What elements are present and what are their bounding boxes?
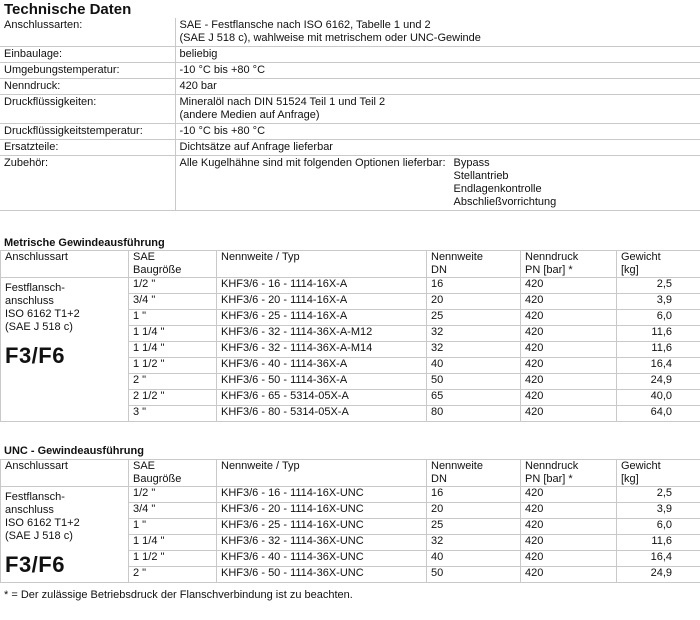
- header-line: Nennweite: [431, 251, 483, 263]
- flange-line: ISO 6162 T1+2: [5, 517, 80, 529]
- tech-value-line: Dichtsätze auf Anfrage lieferbar: [179, 141, 333, 153]
- header-line: Nenndruck: [525, 460, 579, 472]
- flange-description: [5, 282, 128, 334]
- flange-cell: [1, 278, 129, 422]
- cell-type: KHF3/6 - 20 - 1114-16X-A: [217, 294, 427, 310]
- tech-value-line: -10 °C bis +80 °C: [179, 125, 266, 137]
- cell-weight: 3,9: [617, 294, 700, 310]
- cell-type: KHF3/6 - 32 - 1114-36X-UNC: [217, 535, 427, 551]
- cell-pn: 420: [521, 567, 617, 583]
- cell-weight: 16,4: [617, 551, 700, 567]
- cell-weight: 64,0: [617, 406, 700, 422]
- cell-type: KHF3/6 - 16 - 1114-16X-UNC: [217, 487, 427, 503]
- header-cell: Anschlussart: [1, 460, 129, 487]
- cell-type: KHF3/6 - 65 - 5314-05X-A: [217, 390, 427, 406]
- cell-dn: 40: [427, 551, 521, 567]
- cell-dn: 16: [427, 278, 521, 294]
- header-line: [kg]: [621, 264, 639, 276]
- accessory-option: Endlagenkontrolle: [453, 183, 542, 195]
- cell-size: 3/4 ": [129, 294, 217, 310]
- cell-pn: 420: [521, 503, 617, 519]
- cell-size: 1 1/4 ": [129, 535, 217, 551]
- accessory-option: Abschließvorrichtung: [453, 196, 557, 208]
- cell-type: KHF3/6 - 50 - 1114-36X-UNC: [217, 567, 427, 583]
- cell-size: 3/4 ": [129, 503, 217, 519]
- tech-label: Ersatzteile:: [0, 140, 175, 156]
- header-line: SAE: [133, 460, 156, 472]
- cell-type: KHF3/6 - 40 - 1114-36X-UNC: [217, 551, 427, 567]
- cell-pn: 420: [521, 519, 617, 535]
- flange-code: F3/F6: [5, 552, 65, 577]
- cell-size: 2 1/2 ": [129, 390, 217, 406]
- tech-label: Nenndruck:: [0, 79, 175, 95]
- header-line: PN [bar] *: [525, 473, 573, 485]
- header-line: Baugröße: [133, 264, 182, 276]
- table-header-row: [1, 251, 700, 278]
- table-row: [1, 278, 700, 294]
- tech-label: Einbaulage:: [0, 47, 175, 63]
- tech-value-line: 420 bar: [179, 80, 217, 92]
- cell-size: 1 1/2 ": [129, 551, 217, 567]
- table-row: [1, 487, 700, 503]
- cell-weight: 2,5: [617, 278, 700, 294]
- cell-pn: 420: [521, 390, 617, 406]
- header-line: Nenndruck: [525, 251, 579, 263]
- cell-weight: 6,0: [617, 310, 700, 326]
- cell-size: 2 ": [129, 374, 217, 390]
- cell-pn: 420: [521, 342, 617, 358]
- header-cell: Nennweite / Typ: [217, 460, 427, 487]
- tech-value-line: beliebig: [179, 48, 218, 60]
- cell-dn: 50: [427, 567, 521, 583]
- header-cell: [617, 251, 700, 278]
- metric-thread-table: [0, 250, 700, 422]
- cell-pn: 420: [521, 326, 617, 342]
- header-line: PN [bar] *: [525, 264, 573, 276]
- tech-value: [175, 140, 700, 156]
- header-cell: [427, 251, 521, 278]
- cell-weight: 3,9: [617, 503, 700, 519]
- cell-type: KHF3/6 - 25 - 1114-16X-UNC: [217, 519, 427, 535]
- tech-row: [0, 140, 700, 156]
- tech-row: [0, 124, 700, 140]
- cell-type: KHF3/6 - 16 - 1114-16X-A: [217, 278, 427, 294]
- header-cell: Nennweite / Typ: [217, 251, 427, 278]
- cell-weight: 40,0: [617, 390, 700, 406]
- cell-dn: 20: [427, 294, 521, 310]
- cell-type: KHF3/6 - 25 - 1114-16X-A: [217, 310, 427, 326]
- header-line: DN: [431, 264, 447, 276]
- header-line: Gewicht: [621, 460, 661, 472]
- tech-row: [0, 47, 700, 63]
- tech-row-accessory: [0, 156, 700, 211]
- cell-pn: 420: [521, 487, 617, 503]
- header-cell: [521, 251, 617, 278]
- accessory-text: Alle Kugelhähne sind mit folgenden Optionen lieferbar:: [179, 157, 446, 169]
- tech-value: [175, 124, 700, 140]
- header-cell: [129, 460, 217, 487]
- section-title-metric: Metrische Gewindeausführung: [4, 237, 165, 249]
- cell-type: KHF3/6 - 20 - 1114-16X-UNC: [217, 503, 427, 519]
- tech-label: Anschlussarten:: [0, 18, 175, 47]
- cell-pn: 420: [521, 358, 617, 374]
- header-line: SAE: [133, 251, 156, 263]
- cell-dn: 32: [427, 535, 521, 551]
- cell-dn: 16: [427, 487, 521, 503]
- flange-line: Festflansch-: [5, 491, 65, 503]
- cell-dn: 40: [427, 358, 521, 374]
- cell-dn: 32: [427, 326, 521, 342]
- cell-type: KHF3/6 - 32 - 1114-36X-A-M12: [217, 326, 427, 342]
- cell-dn: 32: [427, 342, 521, 358]
- cell-weight: 6,0: [617, 519, 700, 535]
- cell-weight: 2,5: [617, 487, 700, 503]
- tech-value: [175, 95, 700, 124]
- cell-weight: 11,6: [617, 326, 700, 342]
- flange-cell: [1, 487, 129, 583]
- tech-value: [175, 63, 700, 79]
- tech-value: [175, 18, 700, 47]
- cell-pn: 420: [521, 551, 617, 567]
- cell-size: 1 1/4 ": [129, 326, 217, 342]
- cell-weight: 16,4: [617, 358, 700, 374]
- tech-value-line: SAE - Festflansche nach ISO 6162, Tabelle 1 und 2: [179, 19, 431, 31]
- tech-row: [0, 95, 700, 124]
- tech-value: [175, 47, 700, 63]
- cell-size: 1 ": [129, 310, 217, 326]
- header-line: DN: [431, 473, 447, 485]
- header-line: Nennweite: [431, 460, 483, 472]
- cell-size: 3 ": [129, 406, 217, 422]
- table-header-row: [1, 460, 700, 487]
- cell-size: 2 ": [129, 567, 217, 583]
- flange-line: anschluss: [5, 295, 54, 307]
- tech-label: Umgebungstemperatur:: [0, 63, 175, 79]
- cell-type: KHF3/6 - 80 - 5314-05X-A: [217, 406, 427, 422]
- tech-value-line: -10 °C bis +80 °C: [179, 64, 266, 76]
- cell-dn: 50: [427, 374, 521, 390]
- tech-value-line: (andere Medien auf Anfrage): [179, 109, 320, 121]
- cell-pn: 420: [521, 535, 617, 551]
- flange-line: Festflansch-: [5, 282, 65, 294]
- cell-weight: 11,6: [617, 342, 700, 358]
- tech-label: Druckflüssigkeiten:: [0, 95, 175, 124]
- cell-pn: 420: [521, 406, 617, 422]
- footnote: * = Der zulässige Betriebsdruck der Flanschverbindung ist zu beachten.: [4, 589, 353, 601]
- unc-thread-table: [0, 459, 700, 583]
- accessory-option: Bypass: [453, 157, 490, 169]
- cell-size: 1 1/4 ": [129, 342, 217, 358]
- cell-size: 1 ": [129, 519, 217, 535]
- cell-weight: 24,9: [617, 374, 700, 390]
- tech-value-line: (SAE J 518 c), wahlweise mit metrischem oder UNC-Gewinde: [179, 32, 481, 44]
- tech-row: [0, 18, 700, 47]
- accessory-options: [454, 157, 557, 209]
- cell-dn: 25: [427, 519, 521, 535]
- flange-code: F3/F6: [5, 343, 65, 368]
- cell-pn: 420: [521, 310, 617, 326]
- tech-value: [175, 79, 700, 95]
- flange-line: anschluss: [5, 504, 54, 516]
- tech-row: [0, 79, 700, 95]
- cell-size: 1/2 ": [129, 278, 217, 294]
- header-cell: [617, 460, 700, 487]
- tech-row: [0, 63, 700, 79]
- cell-dn: 25: [427, 310, 521, 326]
- tech-label: Druckflüssigkeitstemperatur:: [0, 124, 175, 140]
- cell-pn: 420: [521, 374, 617, 390]
- header-cell: [129, 251, 217, 278]
- cell-pn: 420: [521, 294, 617, 310]
- cell-pn: 420: [521, 278, 617, 294]
- header-line: Baugröße: [133, 473, 182, 485]
- flange-line: ISO 6162 T1+2: [5, 308, 80, 320]
- flange-line: (SAE J 518 c): [5, 530, 73, 542]
- cell-size: 1 1/2 ": [129, 358, 217, 374]
- accessory-option: Stellantrieb: [453, 170, 509, 182]
- header-cell: Anschlussart: [1, 251, 129, 278]
- flange-description: [5, 491, 128, 543]
- header-cell: [427, 460, 521, 487]
- cell-type: KHF3/6 - 50 - 1114-36X-A: [217, 374, 427, 390]
- cell-weight: 11,6: [617, 535, 700, 551]
- tech-value-line: Mineralöl nach DIN 51524 Teil 1 und Teil 2: [179, 96, 386, 108]
- header-cell: [521, 460, 617, 487]
- tech-value: [175, 156, 700, 211]
- cell-type: KHF3/6 - 32 - 1114-36X-A-M14: [217, 342, 427, 358]
- tech-label: Zubehör:: [0, 156, 175, 211]
- accessory-block: [180, 157, 700, 209]
- section-title-technical-data: Technische Daten: [4, 1, 132, 18]
- cell-weight: 24,9: [617, 567, 700, 583]
- cell-size: 1/2 ": [129, 487, 217, 503]
- header-line: Gewicht: [621, 251, 661, 263]
- cell-type: KHF3/6 - 40 - 1114-36X-A: [217, 358, 427, 374]
- cell-dn: 80: [427, 406, 521, 422]
- flange-line: (SAE J 518 c): [5, 321, 73, 333]
- cell-dn: 65: [427, 390, 521, 406]
- technical-data-table: [0, 18, 700, 211]
- header-line: [kg]: [621, 473, 639, 485]
- cell-dn: 20: [427, 503, 521, 519]
- section-title-unc: UNC - Gewindeausführung: [4, 445, 144, 457]
